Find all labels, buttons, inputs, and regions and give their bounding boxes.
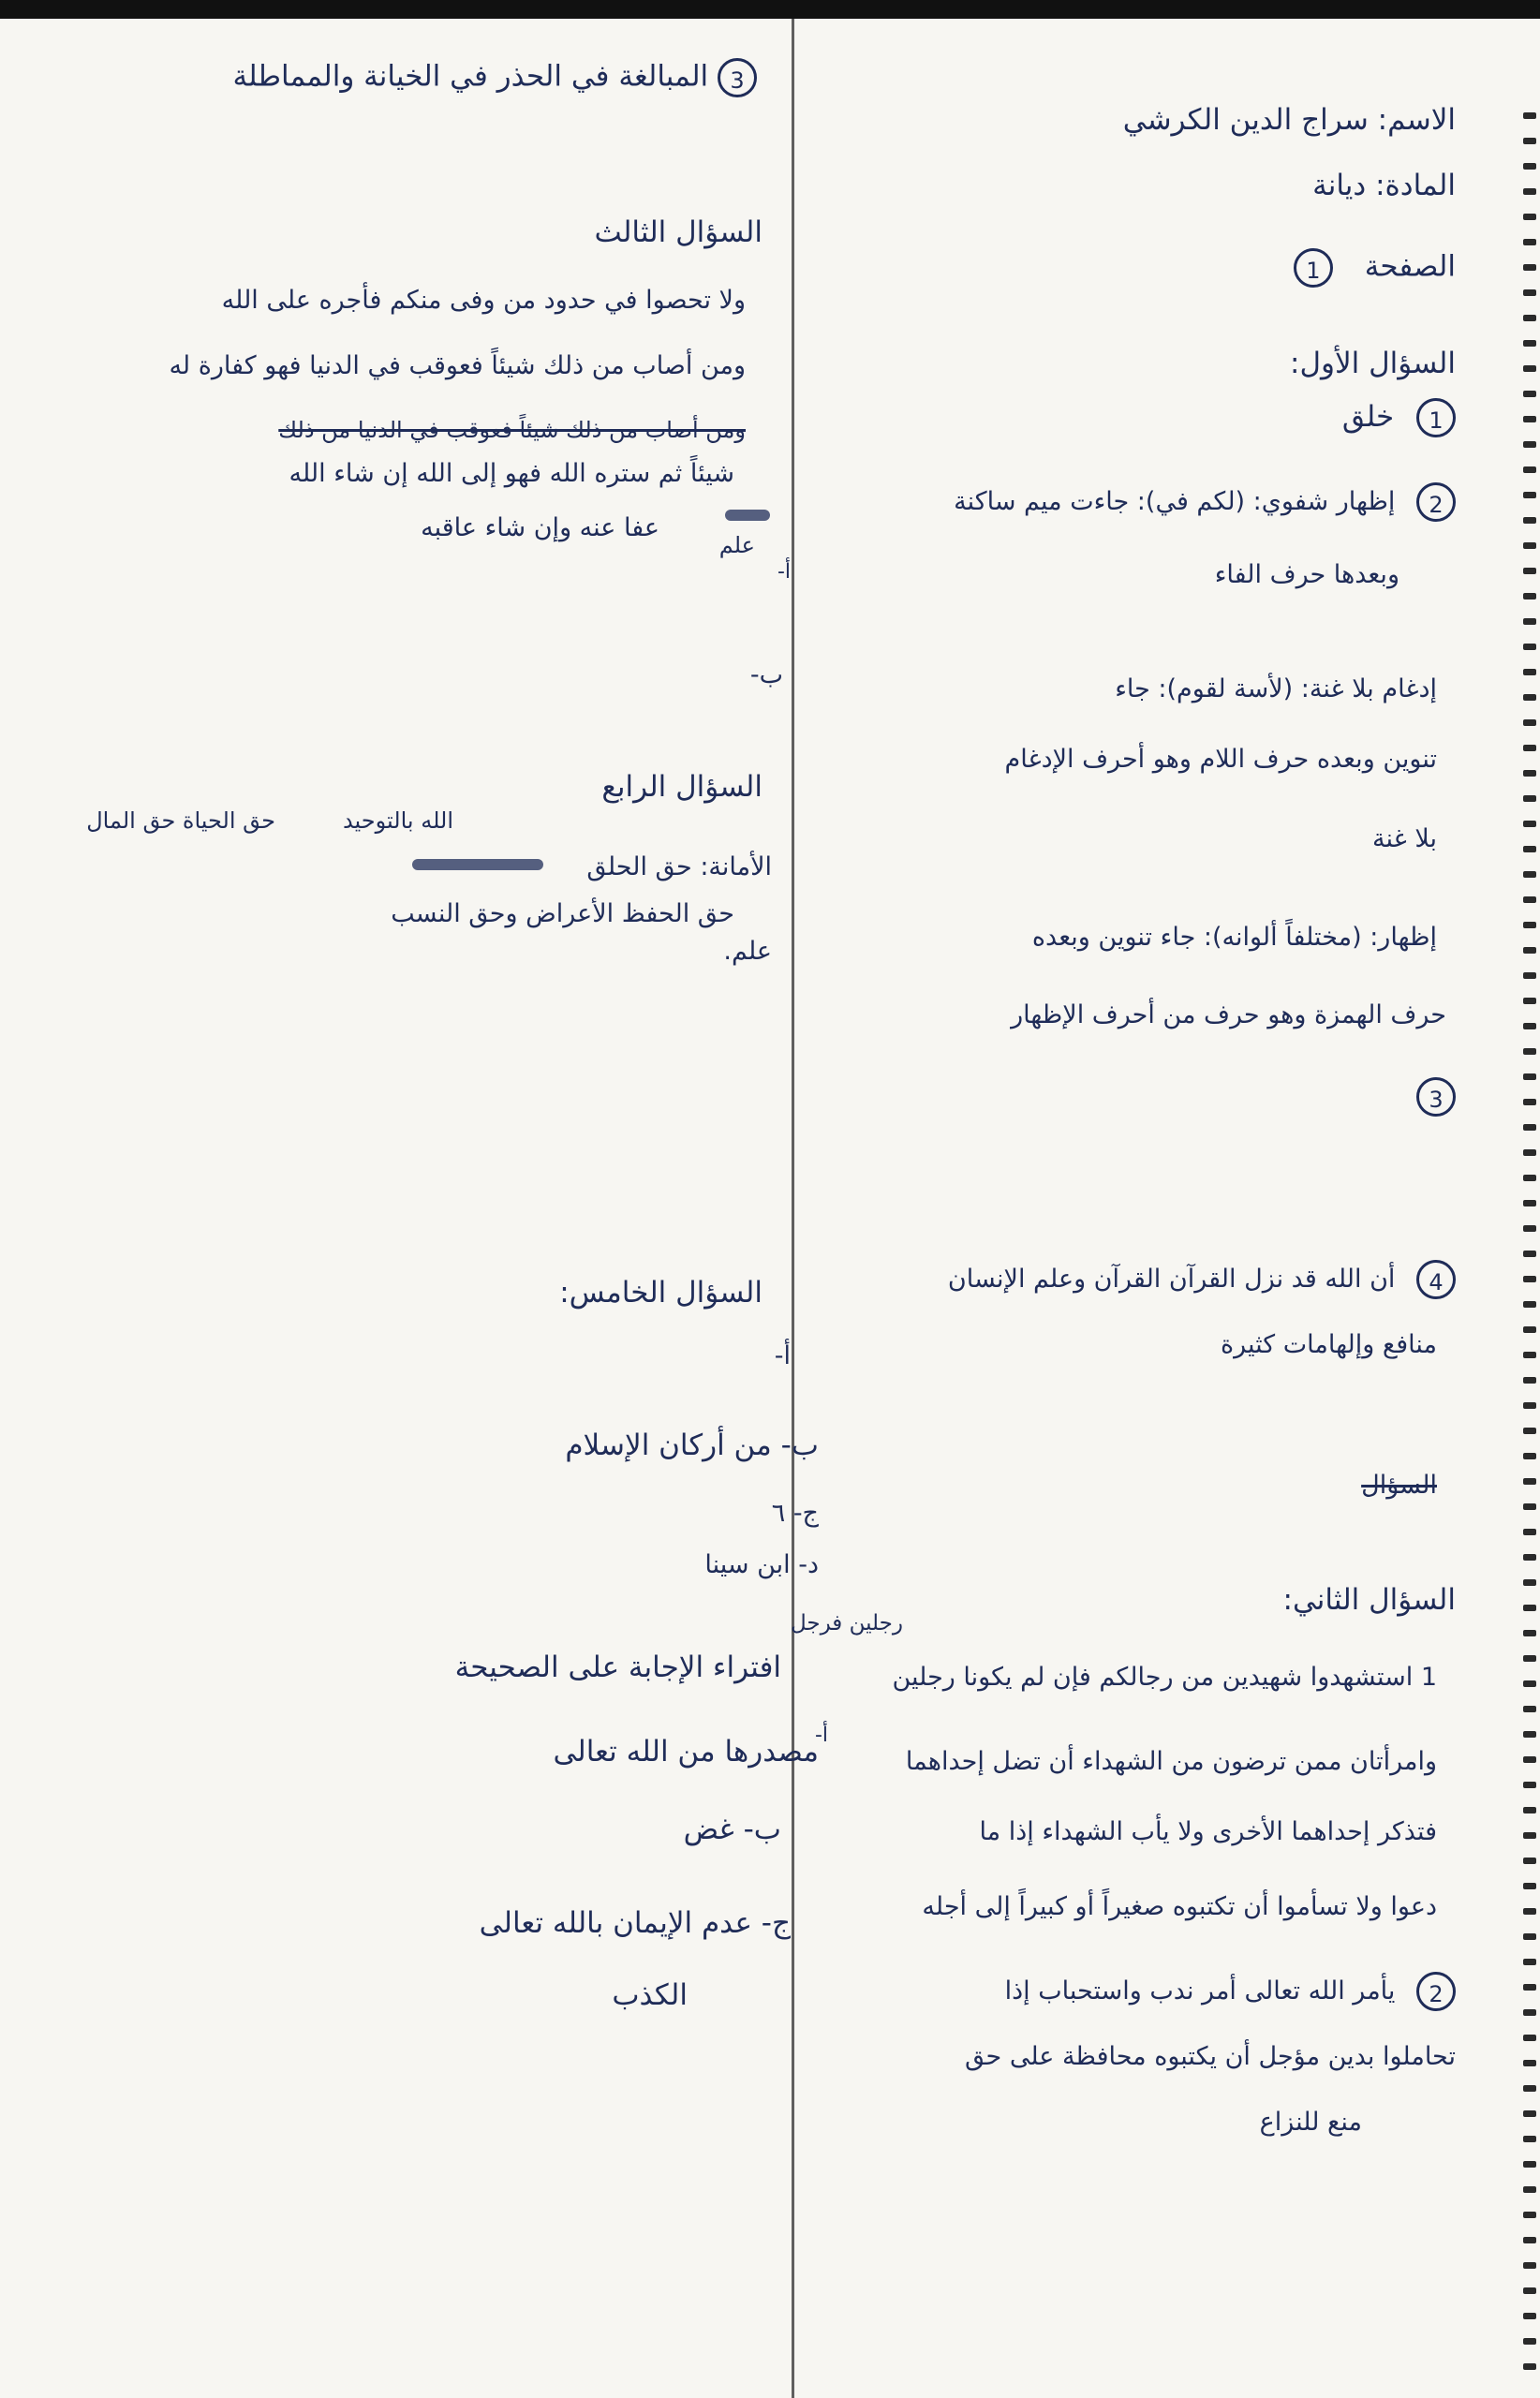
binding-ring (1523, 1605, 1536, 1611)
binding-ring (1523, 1352, 1536, 1358)
binding-ring (1523, 2212, 1536, 2218)
q2-item-2 (1005, 1972, 1456, 2011)
q2-line-2: وامرأتان ممن ترضون من الشهداء أن تضل إحداهما (905, 1747, 1437, 1776)
q3-title: السؤال الثالث (594, 215, 763, 249)
q2-line-7: منع للنزاع (1259, 2108, 1362, 2137)
q6-line-2-mark: أ- (814, 1724, 828, 1747)
binding-ring (1523, 492, 1536, 498)
binding-ring (1523, 1149, 1536, 1156)
binding-ring (1523, 972, 1536, 979)
q4-title: السؤال الرابع (601, 770, 763, 804)
page-number-line (1294, 248, 1456, 288)
binding-ring (1523, 1630, 1536, 1636)
binding-ring (1523, 1023, 1536, 1029)
q4-line-1: الأمانة: حق الحلق (586, 852, 772, 881)
q1-item-2b: وبعدها حرف الفاء (1214, 560, 1399, 589)
binding-ring (1523, 1731, 1536, 1738)
q3-line-3: ومن أصاب من ذلك شيئاً فعوقب في الدنيا من ذلك (278, 417, 746, 443)
binding-ring (1523, 846, 1536, 852)
binding-ring (1523, 2313, 1536, 2319)
binding-ring (1523, 2136, 1536, 2142)
q3-line-2: ومن أصاب من ذلك شيئاً فعوقب في الدنيا فهو كفارة له (169, 351, 746, 380)
q5-c: ج- ٦ (771, 1499, 819, 1528)
page-label: الصفحة (1364, 249, 1456, 284)
subject: المادة: ديانة (1312, 169, 1456, 202)
q1-item-2g: حرف الهمزة وهو حرف من أحرف الإظهار (1011, 1000, 1446, 1029)
binding-ring (1523, 2363, 1536, 2370)
binding-ring (1523, 1908, 1536, 1915)
binding-ring (1523, 2287, 1536, 2294)
binding-ring (1523, 1832, 1536, 1839)
q6-line-4: ج- عدم الإيمان بالله تعالى (479, 1906, 791, 1940)
binding-ring (1523, 2035, 1536, 2041)
student-name: الاسم: سراج الدين الكرشي (1122, 103, 1456, 137)
binding-ring (1523, 947, 1536, 954)
q1-item-2c: إدغام بلا غنة: (لأسة لقوم): جاء (1115, 674, 1437, 703)
q3-mark-a: علم (718, 532, 755, 558)
q6-line-3: ب- غض (683, 1813, 781, 1846)
spiral-binding (1516, 0, 1540, 2398)
q6-line-5: الكذب (612, 1978, 688, 2012)
binding-ring (1523, 2085, 1536, 2092)
binding-ring (1523, 2161, 1536, 2168)
binding-ring (1523, 2338, 1536, 2345)
q2-line-4: دعوا ولا تسأموا أن تكتبوه صغيراً أو كبيراً إلى أجله (922, 1892, 1437, 1921)
q4-line-1-strike (408, 852, 547, 877)
q2-line-1: 1 استشهدوا شهيدين من رجالكم فإن لم يكونا رجلين (892, 1663, 1437, 1692)
binding-ring (1523, 694, 1536, 701)
binding-ring (1523, 1428, 1536, 1434)
page-number-circle: 1 (1294, 248, 1333, 288)
binding-ring (1523, 998, 1536, 1004)
q1-item-2a: إظهار شفوي: (لكم في): جاءت ميم ساكنة (954, 486, 1396, 516)
q1-title: السؤال الأول: (1290, 347, 1456, 380)
q3-line-5: عفا عنه وإن شاء عاقبه (421, 513, 659, 542)
binding-ring (1523, 289, 1536, 296)
q5-a: أ- (774, 1341, 791, 1370)
binding-ring (1523, 669, 1536, 675)
struck-heading: السؤال (1361, 1471, 1437, 1500)
binding-ring (1523, 821, 1536, 827)
binding-ring (1523, 1200, 1536, 1206)
binding-ring (1523, 112, 1536, 119)
binding-ring (1523, 391, 1536, 397)
binding-ring (1523, 138, 1536, 144)
q1-item-1-circle: 1 (1416, 398, 1456, 437)
q2-item-2-circle: 2 (1416, 1972, 1456, 2011)
q3-mark-a2: أ- (777, 560, 791, 584)
binding-ring (1523, 1858, 1536, 1864)
binding-ring (1523, 1048, 1536, 1055)
q1-item-1 (1342, 398, 1456, 437)
q2-line-3: فتذكر إحداهما الأخرى ولا يأب الشهداء إذا ما (979, 1817, 1437, 1846)
binding-ring (1523, 1225, 1536, 1232)
q2-note: رجلين فرجل (790, 1611, 903, 1636)
binding-ring (1523, 719, 1536, 726)
binding-ring (1523, 188, 1536, 195)
binding-ring (1523, 365, 1536, 372)
binding-ring (1523, 644, 1536, 650)
header-number-circle: 3 (718, 58, 757, 97)
q4-mark: علم. (723, 937, 772, 966)
q3-mark-b: ب- (749, 660, 783, 689)
binding-ring (1523, 2186, 1536, 2193)
binding-ring (1523, 1579, 1536, 1586)
binding-ring (1523, 2237, 1536, 2243)
binding-ring (1523, 770, 1536, 777)
binding-ring (1523, 1402, 1536, 1409)
binding-ring (1523, 1377, 1536, 1384)
binding-ring (1523, 745, 1536, 751)
binding-ring (1523, 1933, 1536, 1940)
q6-line-2: مصدرها من الله تعالى (553, 1735, 819, 1769)
q1-item-4b: منافع وإلهامات كثيرة (1220, 1330, 1437, 1359)
binding-ring (1523, 1959, 1536, 1965)
binding-ring (1523, 871, 1536, 878)
page-top-edge (0, 0, 1540, 19)
binding-ring (1523, 466, 1536, 473)
binding-ring (1523, 1175, 1536, 1181)
binding-ring (1523, 1073, 1536, 1080)
q3-mark-strike (721, 501, 774, 528)
q5-title: السؤال الخامس: (559, 1276, 763, 1310)
binding-ring (1523, 1529, 1536, 1535)
q1-item-2e: بلا غنة (1372, 824, 1437, 853)
binding-ring (1523, 1301, 1536, 1308)
q2-title: السؤال الثاني: (1282, 1583, 1456, 1617)
binding-ring (1523, 795, 1536, 802)
binding-ring (1523, 1124, 1536, 1131)
binding-ring (1523, 214, 1536, 220)
binding-ring (1523, 239, 1536, 245)
binding-ring (1523, 1478, 1536, 1485)
binding-ring (1523, 922, 1536, 928)
binding-ring (1523, 1655, 1536, 1662)
binding-ring (1523, 416, 1536, 422)
binding-ring (1523, 1326, 1536, 1333)
q5-b: ب- من أركان الإسلام (565, 1428, 819, 1462)
q1-item-4-circle: 4 (1416, 1260, 1456, 1299)
left-header (232, 58, 757, 97)
q1-item-2d: تنوين وبعده حرف اللام وهو أحرف الإدغام (1004, 745, 1437, 774)
binding-ring (1523, 2009, 1536, 2016)
column-divider (792, 19, 794, 2398)
binding-ring (1523, 1782, 1536, 1788)
binding-ring (1523, 1276, 1536, 1282)
q4-line-2: حق الحفظ الأعراض وحق النسب (391, 899, 734, 928)
binding-ring (1523, 1554, 1536, 1561)
q1-item-4a: أن الله قد نزل القرآن القرآن وعلم الإنسان (947, 1264, 1396, 1294)
binding-ring (1523, 896, 1536, 903)
binding-ring (1523, 593, 1536, 600)
q6-line-1: افتراء الإجابة على الصحيحة (454, 1650, 781, 1684)
q1-item-3 (1416, 1077, 1456, 1117)
binding-ring (1523, 1503, 1536, 1510)
binding-ring (1523, 568, 1536, 574)
binding-ring (1523, 1680, 1536, 1687)
binding-ring (1523, 1251, 1536, 1257)
q1-item-2f: إظهار: (مختلفاً ألوانه): جاء تنوين وبعده (1031, 923, 1437, 952)
binding-ring (1523, 1453, 1536, 1459)
binding-ring (1523, 1706, 1536, 1712)
binding-ring (1523, 2060, 1536, 2066)
q1-item-4 (948, 1260, 1456, 1299)
q1-item-3-circle: 3 (1416, 1077, 1456, 1117)
binding-ring (1523, 1756, 1536, 1763)
binding-ring (1523, 441, 1536, 448)
binding-ring (1523, 517, 1536, 524)
binding-ring (1523, 264, 1536, 271)
q2-line-6: تحاملوا بدين مؤجل أن يكتبوه محافظة على حق (965, 2042, 1456, 2071)
q1-item-2-circle: 2 (1416, 482, 1456, 522)
binding-ring (1523, 1807, 1536, 1813)
q4-note-2: حق الحياة حق المال (86, 807, 275, 834)
binding-ring (1523, 163, 1536, 170)
binding-ring (1523, 542, 1536, 549)
binding-ring (1523, 2110, 1536, 2117)
q3-line-4: شيئاً ثم ستره الله فهو إلى الله إن شاء الله (289, 459, 734, 488)
binding-ring (1523, 2262, 1536, 2269)
q5-d: د- ابن سينا (704, 1550, 819, 1579)
binding-ring (1523, 1099, 1536, 1105)
q1-item-1-text: خلق (1341, 399, 1395, 434)
q2-line-5: يأمر الله تعالى أمر ندب واستحباب إذا (1004, 1976, 1396, 2006)
q3-line-1: ولا تحصوا في حدود من وفى منكم فأجره على الله (221, 286, 746, 315)
left-header-text: المبالغة في الحذر في الخيانة والمماطلة (232, 59, 709, 94)
q1-item-2 (954, 482, 1456, 522)
binding-ring (1523, 618, 1536, 625)
q4-note: الله بالتوحيد (342, 807, 453, 834)
binding-ring (1523, 1984, 1536, 1991)
binding-ring (1523, 1883, 1536, 1889)
binding-ring (1523, 315, 1536, 321)
binding-ring (1523, 340, 1536, 347)
